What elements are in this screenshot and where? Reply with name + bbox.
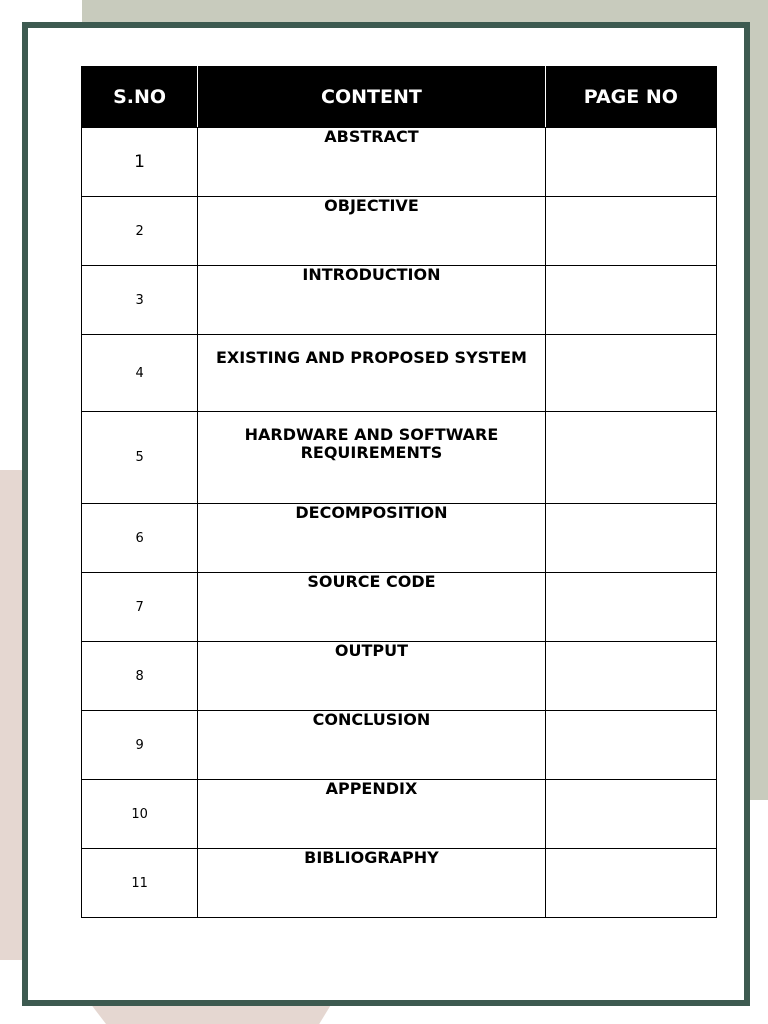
row-page-no xyxy=(545,335,716,412)
header-content: CONTENT xyxy=(198,67,546,128)
row-page-no xyxy=(545,197,716,266)
table-row xyxy=(82,412,717,504)
table-header-row xyxy=(82,67,717,128)
row-content: EXISTING AND PROPOSED SYSTEM xyxy=(198,335,546,412)
row-content: CONCLUSION xyxy=(198,711,546,780)
row-content: INTRODUCTION xyxy=(198,266,546,335)
row-page-no xyxy=(545,711,716,780)
row-page-no xyxy=(545,849,716,918)
table-row xyxy=(82,266,717,335)
table-row xyxy=(82,780,717,849)
row-content: OUTPUT xyxy=(198,642,546,711)
row-sno: 11 xyxy=(82,849,198,918)
row-sno: 7 xyxy=(82,573,198,642)
row-sno: 8 xyxy=(82,642,198,711)
header-page-no: PAGE NO xyxy=(545,67,716,128)
row-content: APPENDIX xyxy=(198,780,546,849)
header-sno: S.NO xyxy=(82,67,198,128)
table-row xyxy=(82,335,717,412)
row-content: BIBLIOGRAPHY xyxy=(198,849,546,918)
row-sno: 6 xyxy=(82,504,198,573)
row-sno: 3 xyxy=(82,266,198,335)
table-row xyxy=(82,849,717,918)
table-row xyxy=(82,504,717,573)
row-content: HARDWARE AND SOFTWARE REQUIREMENTS xyxy=(198,412,546,504)
row-page-no xyxy=(545,412,716,504)
row-content: SOURCE CODE xyxy=(198,573,546,642)
row-sno: 9 xyxy=(82,711,198,780)
table-row xyxy=(82,642,717,711)
row-page-no xyxy=(545,504,716,573)
row-sno: 5 xyxy=(82,412,198,504)
row-page-no xyxy=(545,128,716,197)
row-page-no xyxy=(545,642,716,711)
row-content: DECOMPOSITION xyxy=(198,504,546,573)
table-row xyxy=(82,128,717,197)
table-of-contents xyxy=(81,66,717,918)
row-sno: 4 xyxy=(82,335,198,412)
row-content: ABSTRACT xyxy=(198,128,546,197)
page-frame xyxy=(22,22,750,1006)
table-row xyxy=(82,573,717,642)
row-page-no xyxy=(545,266,716,335)
table-row xyxy=(82,197,717,266)
table-row xyxy=(82,711,717,780)
row-sno: 10 xyxy=(82,780,198,849)
row-sno: 2 xyxy=(82,197,198,266)
row-content: OBJECTIVE xyxy=(198,197,546,266)
row-page-no xyxy=(545,780,716,849)
row-page-no xyxy=(545,573,716,642)
row-sno: 1 xyxy=(82,128,198,197)
